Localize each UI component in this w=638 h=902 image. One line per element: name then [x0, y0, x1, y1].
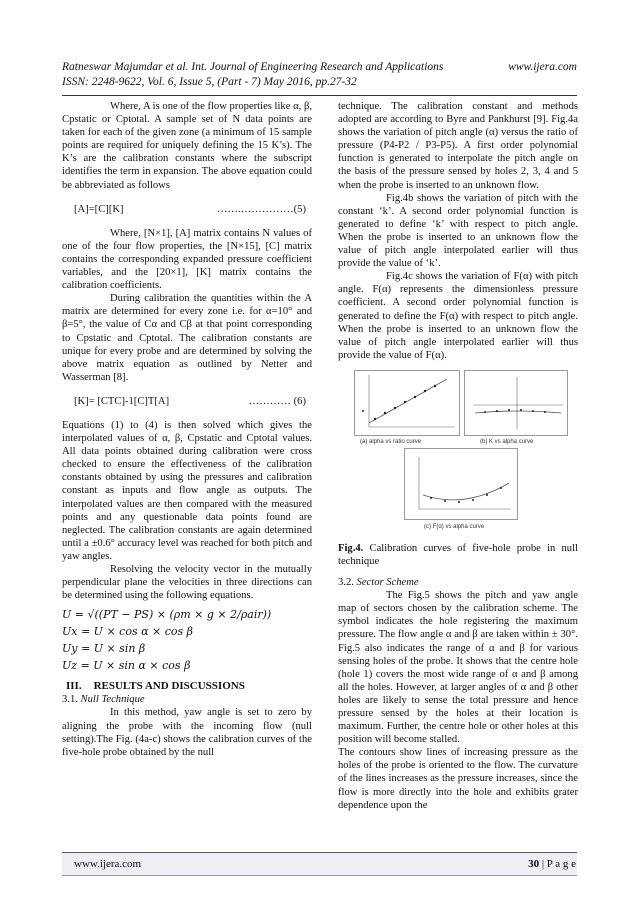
figure-4b-plot [464, 370, 568, 436]
velocity-eq-x: Ux = U × cos α × cos β [62, 625, 194, 639]
figure-4 [350, 368, 570, 536]
left-paragraph-1: Where, A is one of the flow properties like α, β, Cpstatic or Cptotal. A sample set of N data points are taken for each of the given zone (a minimum of 15 sample points are required for uniquely defining the 15 K’s). The K’s are the calibration constants where the subscript identifies the term in expansion. The above equation could be abbreviated as follows [62, 101, 312, 191]
left-paragraph-3: During calibration the quantities within the A matrix are determined for every zone i.e. for α=10° and β=5°, the value of Cα and Cβ at that point corresponding to Cpstatic and Cptotal. The calibration constants are unique for every probe and are determined by solving the above matrix equation as outlined by Netter and Wasserman [8]. [62, 293, 312, 383]
left-column [62, 100, 312, 759]
left-paragraph-4: Equations (1) to (4) is then solved which gives the interpolated values of α, β, Cpstatic and Cptotal values. All data points obtained during calibration were cross checked to ensure the effectiveness of the calibration constants obtained by using the pressures and calibration constant as inputs and flow angle as outputs. The interpolated values are then compared with the measured points and any questionable data points found are neglected. The calibration constants are again determined until a ±0.6° accuracy level was reached for both pitch and yaw angles. [62, 419, 312, 562]
right-column [338, 100, 578, 812]
footer-site-link[interactable]: www.ijera.com [74, 858, 142, 870]
subsection-3-2: 3.2. Sector Scheme [338, 577, 419, 589]
velocity-equations [62, 606, 312, 674]
figure-4b-caption: (b) K vs alpha curve [480, 438, 534, 445]
right-paragraph-1: technique. The calibration constant and methods adopted are according to Byre and Pankhurst [9]. Fig.4a shows the variation of pitch angle (α) versus the ratio of pressure (P4-P2 / P3-P5). A first order polynomial function is generated to interpolate the pitch angle on the basis of the pressure sensed by holes 2, 3, 4 and 5 when the probe is inserted to an unknown flow. [338, 101, 578, 191]
right-paragraph-5: The contours show lines of increasing pressure as the holes of the probe is oriented to the flow. The curvature of the lines increases as the pressure increases, since the flow is more directly into the hole and exhibits grater dependence upon the [338, 747, 578, 811]
header-issn: ISSN: 2248-9622, Vol. 6, Issue 5, (Part - 7) May 2016, pp.27-32 [62, 76, 357, 88]
left-paragraph-5: Resolving the velocity vector in the mutually perpendicular plane the velocities in three directions can be determined using the following equations. [62, 564, 312, 602]
figure-4-caption: Fig.4. Calibration curves of five-hole probe in null technique [338, 542, 578, 567]
footer-page-number: 30 | P a g e [528, 858, 576, 870]
left-paragraph-6: In this method, yaw angle is set to zero by aligning the probe with the incoming flow (null setting).The Fig. (4a-c) shows the calibration curves of the five-hole probe obtained by the null [62, 707, 312, 758]
equation-6: [K]= [CTC]-1[C]T[A] ………… (6) [74, 395, 306, 407]
header-rule [62, 95, 577, 96]
header-citation: Ratneswar Majumdar et al. Int. Journal of Engineering Research and Applications [62, 61, 444, 73]
figure-4a-plot [354, 370, 460, 436]
left-paragraph-2: Where, [N×1], [A] matrix contains N values of one of the four flow properties, the [N×15], [C] matrix contains the corresponding expanded pressure coefficient variables, and the [20×1], [K] matrix contains the calibration coefficients. [62, 227, 312, 292]
figure-4c-caption: (c) F(α) vs alpha curve [424, 523, 485, 530]
velocity-eq-magnitude: U = √((PT − PS) × (ρm × g × 2/ρair)) [62, 608, 272, 622]
header-site[interactable]: www.ijera.com [508, 61, 577, 73]
subsection-3-1: 3.1. Null Technique [62, 694, 145, 706]
velocity-eq-z: Uz = U × sin α × cos β [62, 659, 191, 673]
running-header [62, 60, 577, 90]
figure-4a-caption: (a) alpha vs ratio curve [360, 438, 422, 445]
section-heading: III. RESULTS AND DISCUSSIONS [66, 680, 245, 693]
right-paragraph-4: The Fig.5 shows the pitch and yaw angle map of sectors chosen by the calibration scheme. The symbol indicates the hole registering the maximum pressure. The flow angle α and β are taken within ± 30°. Fig.5 also indicates the range of α and β for various sensing holes of the probe. It shows that the centre hole (hole 1) covers the most wide range of α and β among all the holes. However, at larger angles of α and β other holes are likely to sense the total pressure and hence pressure sensed by the holes at their location is maximum. Further, the centre hole or other holes at this position will become stalled. [338, 590, 578, 746]
figure-4c-plot [404, 448, 518, 520]
right-paragraph-2: Fig.4b shows the variation of pitch with the constant ‘k’. A second order polynomial function is generated to define ‘k’ with respect to pitch angle. When the probe is inserted to an unknown flow the value of pitch angle interpolated earlier will thus provide the value of ‘k’. [338, 192, 578, 270]
right-paragraph-3: Fig.4c shows the variation of F(α) with pitch angle. F(α) represents the dimensionless pressure coefficient. A second order polynomial function is generated to define the F(α) with respect to pitch angle. When the probe is inserted to an unknown flow the value of pitch angle interpolated earlier will thus provide the value of F(α). [338, 271, 578, 361]
equation-5: [A]=[C][K] …….……………(5) [74, 203, 306, 215]
velocity-eq-y: Uy = U × sin β [62, 642, 146, 656]
